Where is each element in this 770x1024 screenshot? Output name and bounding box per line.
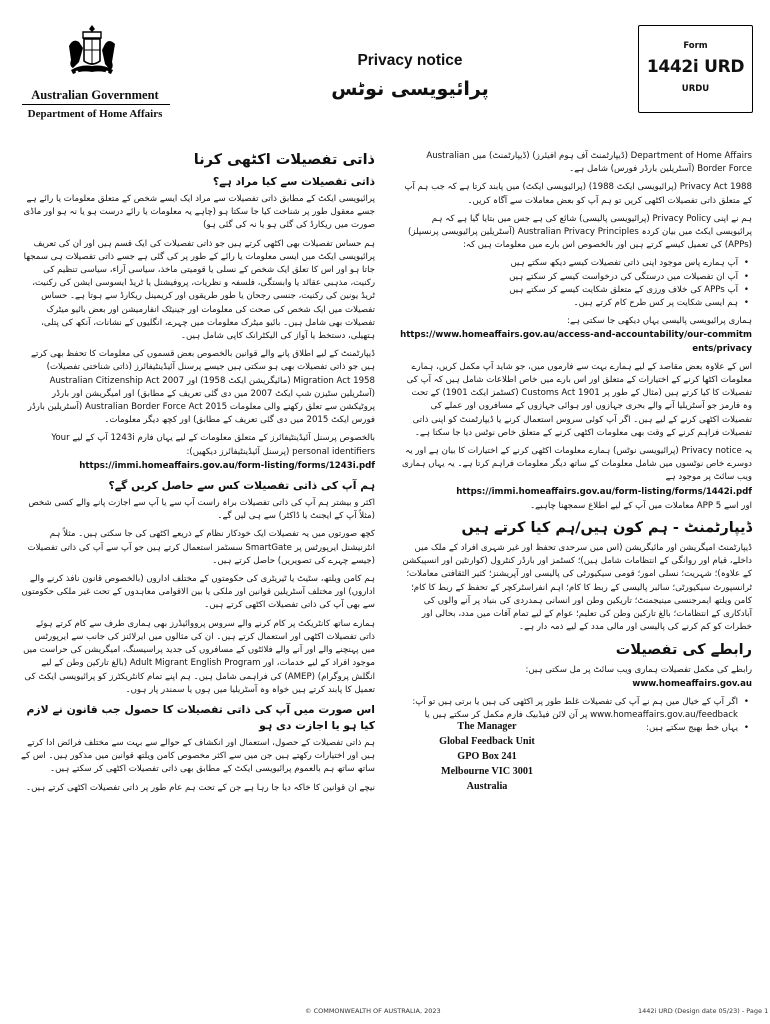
privacy-act-paragraph: Privacy Act 1988 (پرائیویسی ایکٹ 1988) (پرائیویسی ایکٹ) میں پابند کرتا ہے کہ جب ہم آپ کے متعلق ذاتی تفصیلات اکٹھی کریں تو ہم آپ کو بعض معاملات سے آگاہ کریں۔ [404, 182, 752, 206]
contact-bullet-list [400, 696, 752, 736]
website-link[interactable]: www.homeaffairs.gov.au [632, 678, 752, 689]
copyright-footer: © COMMONWEALTH OF AUSTRALIA, 2023 [305, 1007, 441, 1015]
address-line: Global Feedback Unit [439, 735, 535, 747]
sources-subheading: ہم آپ کی ذاتی تفصیلات کس سے حاصل کریں گے؟ [108, 479, 375, 493]
address-line: Australia [466, 781, 508, 793]
app5-paragraph: اور اسے APP 5 معاملات میں آپ کے لیے اطلاع سمجھنا چاہیے۔ [530, 500, 752, 511]
address-line: GPO Box 241 [457, 750, 517, 762]
contact-paragraph: رابطے کی مکمل تفصیلات ہماری ویب سائٹ پر مل سکتی ہیں: [525, 664, 752, 675]
meaning-subheading: ذاتی تفصیلات سے کیا مراد ہے؟ [212, 175, 375, 188]
form-id-box [638, 25, 753, 113]
form-language: URDU [681, 84, 710, 94]
title-urdu: پرائیویسی نوٹس [331, 78, 489, 100]
list-item: • یہاں خط بھیج سکتے ہیں: [400, 722, 738, 735]
right-column [400, 150, 752, 795]
form-1442i-link[interactable]: https://immi.homeaffairs.gov.au/form-listing/forms/1442i.pdf [456, 486, 752, 497]
government-agencies-paragraph: ہم کامن ویلتھ، سٹیٹ یا ٹیریٹری کی حکومتوں کے مختلف اداروں (بالخصوص قانون نافذ کرنے والے اداروں) اور مختلف آسٹریلین قوانین اور ملکی یا بین الاقوامی معاہدوں کے تحت غیر ملکی حکومتوں سے بھی آپ کی ذاتی تفصیلات اکٹھی کرتے ہیں۔ [21, 574, 375, 611]
header-divider [22, 104, 170, 105]
title-english: Privacy notice [357, 52, 463, 69]
list-item: • ہم ایسی شکایت پر کس طرح کام کرتے ہیں۔ [400, 297, 738, 310]
duties-paragraph: ہم ذاتی تفصیلات کے حصول، استعمال اور انکشاف کے حوالے سے بہت سے مختلف فرائض ادا کرتے ہیں اور اختیارات رکھتے ہیں جن میں سے اکثر مخصوص کامن ویلتھ قوانین میں مذکور ہیں۔ اس کے ساتھ ساتھ ہم بالعموم پرائیویسی ایکٹ کے مطابق بھی ذاتی تفصیلات اکٹھی کر سکتے ہیں۔ [21, 737, 375, 775]
contact-heading: رابطے کی تفصیلات [615, 641, 752, 658]
forms-notice-paragraph: اس کے علاوہ بعض مقاصد کے لیے ہمارے بہت سے فارموں میں، جو شاید آپ مکمل کریں، ہمارے معلومات اکٹھا کرنے کے اختیارات کے متعلق اور اس بارے میں خاص اطلاعات شامل ہیں کہ آپ کی تفصیلات کا کیا کرتے ہیں (مثال کے طور پر Customs Act 1901 (کسٹمز ایکٹ 1901) کے تحت وہ فارمز جو آسٹریلیا آنے والے بحری جہازوں اور ہوائی جہازوں کے مسافروں اور عملے کی تفصیلات اکٹھی کرنے کے لیے ہیں۔ اگر آپ کوئی سروس استعمال کرنے یا ڈیپارٹمنٹ کو اپنی ذاتی تفصیلات فراہم کرنے کے وقت بھی معلومات اکٹھی کرنے کے متعلق خاص نوٹس دیا جا سکتا ہے۔ [406, 361, 752, 438]
sensitive-info-paragraph: ہم حساس تفصیلات بھی اکٹھی کرتے ہیں جو ذاتی تفصیلات کی ایک قسم ہیں اور ان کی تعریف پرائیویسی ایکٹ میں ایسی معلومات یا رائے کے طور پر کی گئی ہے جسے ذاتی تفصیلات ہی سمجھا جاتا ہو اور اس کا تعلق ایک شخص کے نسلی یا قومیتی ماخذ، سیاسی آراء، سیاسی تنظیم کی رکنیت، مذہبی عقائد یا وابستگی، فلسفہ و نظریات، پروفیشنل یا ٹریڈ ایسوسی ایشن کی رکنیت، ٹریڈ یونین کی رکنیت، جنسی رجحان یا طور طریقوں اور کریمینل ریکارڈ سے ہوتا ہے۔ حساس تفصیلات میں ایک شخص کی صحت کی معلومات اور جینیٹک انفارمیشن اور بعض بائیو میٹرک تفصیلات بھی شامل ہیں۔ بائیو میٹرک معلومات میں چہرے، انگلیوں کے نشانات، آنکھ کی پتلی، ہتھیلی، دستخط یا آواز کی الیکٹرانک کاپی شامل ہیں۔ [23, 238, 375, 342]
department-name: Department of Home Affairs [27, 108, 163, 120]
legal-collection-subheading: اس صورت میں آپ کی ذاتی تفصیلات کا حصول جب قانون نے لازم کیا ہو یا اجازت دی ہو [26, 702, 375, 732]
government-name: Australian Government [31, 88, 159, 102]
list-item: • آپ ان تفصیلات میں درستگی کی درخواست کیسے کر سکتے ہیں [400, 271, 738, 284]
contractors-paragraph: ہمارے ساتھ کانٹریکٹ پر کام کرنے والے سروس پرووائیڈرز بھی ہماری طرف سے کام کرتے ہوئے ذاتی تفصیلات اکٹھی اور استعمال کرتے ہیں۔ ان کی مثالوں میں ایرلائنز کی جانب سے ایرپورٹس میں پہنچنے والے اور آنے والے فلائٹوں کے مسافروں کی جدید پراسیسنگ، امیگریشن کی حراست میں موجود افراد کے لیے خدمات، اور Adult Migrant English Program (بالغ تارکین وطن کے لیے انگلش پروگرام) (AMEP) کی فراہمی شامل ہیں۔ ہم اپنے تمام کانٹریکٹرز کو پرائیویسی ایکٹ کی تعمیل کا پابند کرتے ہیں خواہ وہ آسٹریلیا میں ہوں یا سمندر پار ہوں۔ [23, 618, 375, 695]
privacy-policy-link[interactable]: https://www.homeaffairs.gov.au/access-and-accountability/our-commitments/privacy [400, 330, 752, 354]
form-number: 1442i URD [646, 57, 745, 77]
form-label: Form [683, 41, 708, 51]
direct-collection-paragraph: اکثر و بیشتر ہم آپ کی ذاتی تفصیلات براہ راست آپ سے یا آپ سے اجازت پانے والے کسی شخص (مثلاً آپ کے ایجنٹ یا ڈاکٹر) سے ہی لیں گے۔ [28, 498, 375, 522]
department-heading: ڈیپارٹمنٹ - ہم کون ہیں/ہم کیا کرتے ہیں [461, 520, 752, 537]
privacy-policy-paragraph: ہم نے اپنی Privacy Policy (پرائیویسی پالیسی) شائع کی ہے جس میں بتایا گیا ہے کہ ہم پرائیویسی ایکٹ میں بیان کردہ Australian Privacy Principles (آسٹریلین پرائیویسی پرنسپلز) (APPs) کی تعمیل کیسے کرتے ہیں اور بالخصوص اس بارے میں معلومات ہیں کہ: [407, 213, 752, 251]
policy-location-text: ہماری پرائیویسی پالیسی یہاں دیکھی جا سکتی ہے: [567, 316, 752, 327]
department-paragraph: ڈیپارٹمنٹ امیگریشن اور مائیگریشن (اس میں سرحدی تحفظ اور غیر شہری افراد کے ملک میں داخلے، قیام اور روانگی کے انتظامات شامل ہیں)؛ کسٹمز اور بارڈر کنٹرول (کوارنٹین اور انسپیکشن کے علاوہ)؛ شہریت؛ نسلی امور؛ قومی سیکیورٹی کی پالیسی اور آپریشنز؛ کثیر الثقافتی معاملات؛ ٹرانسپورٹ سیکیورٹی؛ سائبر پالیسی کے ربط کا کام؛ اہم انفراسٹرکچر کے تحفظ کے ربط کا کام؛ کامن ویلتھ ایمرجنسی مینیجمنٹ؛ تاریکین وطن اور انسانی ہمدردی کی بنیاد پر آنے والوں کی آبادکاری کے انتظامات؛ بالغ تارکین وطن کی تعلیم؛ عوام کے لیے تمام آفات میں مدد، بحالی اور خطرات کو کم کرنے کی پالیسی اور مالی مدد کے لیے ذمہ دار ہے۔ [402, 543, 752, 633]
list-item: • آپ APPs کی خلاف ورزی کے متعلق شکایت کیسے کر سکتے ہیں [400, 284, 738, 297]
coat-of-arms-icon [63, 22, 121, 80]
page-footer: 1442i URD (Design date 05/23) - Page 1 [638, 1007, 769, 1015]
address-line: The Manager [457, 720, 517, 732]
address-line: Melbourne VIC 3001 [440, 766, 534, 778]
form-1243i-link[interactable]: https://immi.homeaffairs.gov.au/form-listing/forms/1243i.pdf [79, 460, 375, 471]
laws-paragraph: ڈیپارٹمنٹ کے لیے اطلاق پانے والے قوانین بالخصوص بعض قسموں کی معلومات کا تحفظ بھی کرتے ہیں جو ذاتی تفصیلات بھی ہو سکتی ہیں جیسے پرسنل آئیڈینٹیفائرز (ذاتی شناختی تفصیلات) Migration Act 1958 (مائیگریشن ایکٹ 1958) اور Australian Citizenship Act 2007 (آسٹریلین سٹیزن شپ ایکٹ 2007 میں دی گئی تعریف کے مطابق) اور امیگریشن اور بارڈر پروٹیکشن سے تعلق رکھنے والی معلومات Australian Border Force Act 2015 (آسٹریلین بارڈر فورس ایکٹ 2015 میں دی گئی تعریف کے مطابق) اور کچھ دیگر معلومات۔ [27, 349, 375, 426]
privacy-notice-paragraph: یہ Privacy notice (پرائیویسی نوٹس) ہمارے معلومات اکٹھی کرنے کے اختیارات کا بیان ہے اور یہ دوسرے خاص نوٹسوں میں شامل معلومات کے ساتھ دیگر معلومات فراہم کرتا ہے۔ یہ یہاں ہماری ویب سائٹ پر موجود ہے [402, 446, 752, 483]
collecting-details-heading: ذاتی تفصیلات اکٹھی کرنا [193, 152, 375, 168]
policy-bullet-list [400, 257, 752, 310]
left-column [20, 150, 375, 800]
list-item: • آپ ہمارے پاس موجود اپنی ذاتی تفصیلات کیسے دیکھ سکتے ہیں [400, 257, 738, 270]
definition-paragraph: پرائیویسی ایکٹ کے مطابق ذاتی تفصیلات سے مراد ایک ایسے شخص کے متعلق معلومات یا رائے ہے جسے معقول طور پر شناخت کیا جا سکتا ہو (چاہے یہ معلومات یا رائے درست ہو یا نہ ہو اور ماڈی صورت میں ریکارڈ کی گئی ہو یا نہ کی گئی ہو) [23, 194, 375, 231]
list-item: • اگر آپ کے خیال میں ہم نے آپ کی تفصیلات غلط طور پر اکٹھی کی ہیں یا برتی ہیں تو آپ: www.homeaffairs.gov.au/feedback پر آن لائن فیڈبیک فارم مکمل کر سکتے ہیں یا [400, 696, 738, 722]
automated-collection-paragraph: کچھ صورتوں میں یہ تفصیلات ایک خودکار نظام کے ذریعے اکٹھی کی جا سکتی ہیں۔ مثلاً ہم انٹرنیشنل ایرپورٹس پر SmartGate سسٹمز استعمال کرتے ہیں جو آپ سے آپ کی ذاتی تفصیلات (جیسے چہرے کی تصویریں) حاصل کرتے ہیں۔ [27, 529, 375, 566]
intro-paragraph: Department of Home Affairs (ڈیپارٹمنٹ آف ہوم افیئرز) (ڈیپارٹمنٹ) میں Australian Border Force (آسٹریلین بارڈر فورس) شامل ہے۔ [426, 151, 752, 175]
identifiers-paragraph: بالخصوص پرسنل آئیڈینٹیفائرز کے متعلق معلومات کے لیے یہاں فارم 1243i آپ کے لیے Your personal identifiers (پرسنل آئیڈینٹیفائرز دیکھیں): [51, 433, 375, 457]
laws-outline-paragraph: نیچے ان قوانین کا خاکہ دیا جا رہا ہے جن کے تحت ہم عام طور پر ذاتی تفصیلات اکٹھی کرتے ہیں۔ [26, 782, 375, 793]
